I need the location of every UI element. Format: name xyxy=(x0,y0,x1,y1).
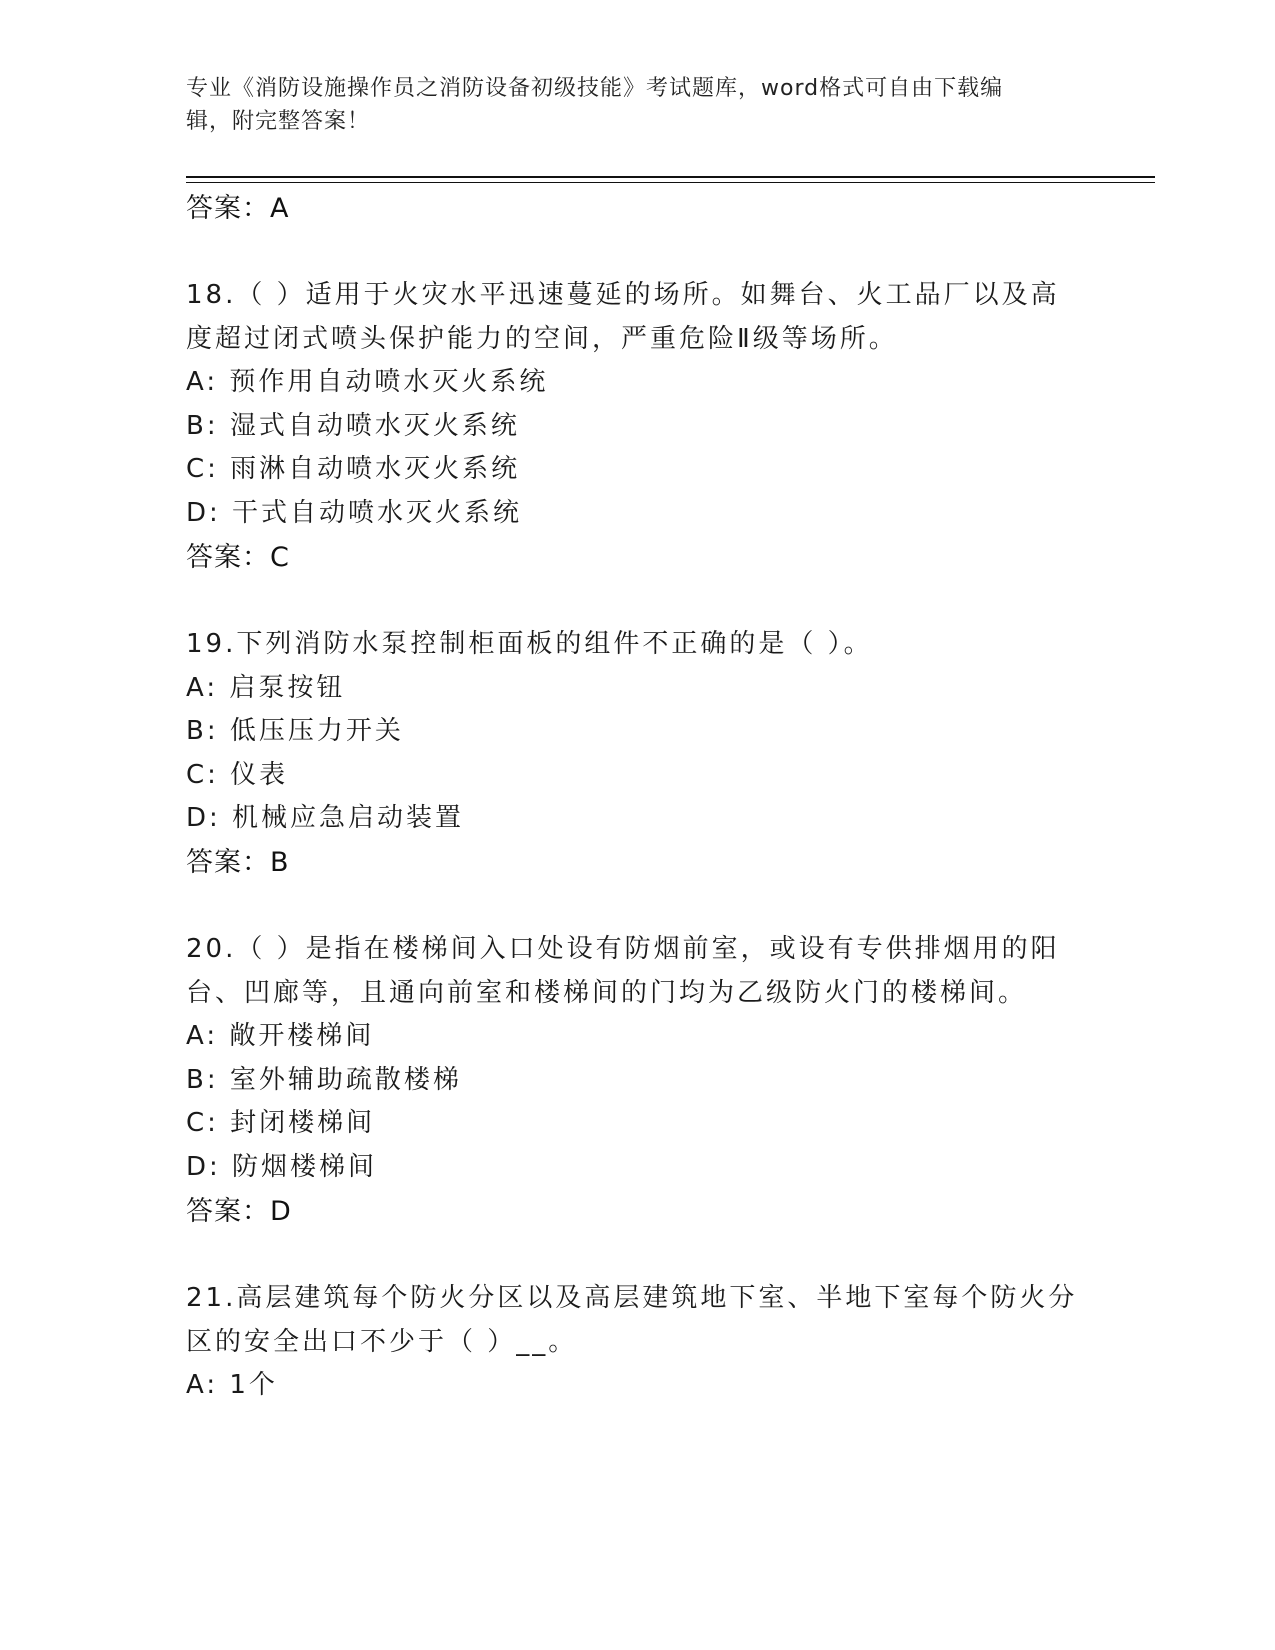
question-stem-line: 18.（ ）适用于火灾水平迅速蔓延的场所。如舞台、火工品厂以及高 xyxy=(186,280,1060,310)
question-stem-line: 台、凹廊等，且通向前室和楼梯间的门均为乙级防火门的楼梯间。 xyxy=(186,978,1028,1008)
answer-label: 答案：C xyxy=(186,542,290,573)
question-stem-line: 度超过闭式喷头保护能力的空间，严重危险Ⅱ级等场所。 xyxy=(186,324,898,354)
option-b: B: 低压压力开关 xyxy=(186,716,404,746)
option-a: A: 敞开楼梯间 xyxy=(186,1021,375,1051)
option-b: B: 室外辅助疏散楼梯 xyxy=(186,1065,462,1095)
answer-label: 答案：B xyxy=(186,847,290,878)
question-stem-line: 区的安全出口不少于（ ）__。 xyxy=(186,1327,578,1357)
option-a: A: 1个 xyxy=(186,1370,278,1400)
question-stem-line: 20.（ ）是指在楼梯间入口处设有防烟前室，或设有专供排烟用的阳 xyxy=(186,934,1060,964)
option-d: D: 防烟楼梯间 xyxy=(186,1152,378,1182)
header-line-1: 专业《消防设施操作员之消防设备初级技能》考试题库，word格式可自由下载编 xyxy=(186,76,1004,101)
option-d: D: 干式自动喷水灭火系统 xyxy=(186,498,523,528)
question-stem-line: 19.下列消防水泵控制柜面板的组件不正确的是（ ）。 xyxy=(186,629,873,659)
option-a: A: 启泵按钮 xyxy=(186,673,346,703)
answer-label: 答案：D xyxy=(186,1196,292,1227)
previous-answer: 答案：A xyxy=(186,193,290,224)
option-c: C: 封闭楼梯间 xyxy=(186,1108,376,1138)
question-stem-line: 21.高层建筑每个防火分区以及高层建筑地下室、半地下室每个防火分 xyxy=(186,1283,1078,1313)
header-line-2: 辑，附完整答案！ xyxy=(186,109,371,134)
header-divider-thick xyxy=(186,176,1155,178)
option-b: B: 湿式自动喷水灭火系统 xyxy=(186,411,520,441)
header-divider-thin xyxy=(186,182,1155,183)
option-d: D: 机械应急启动装置 xyxy=(186,803,465,833)
option-c: C: 雨淋自动喷水灭火系统 xyxy=(186,454,521,484)
option-a: A: 预作用自动喷水灭火系统 xyxy=(186,367,549,397)
page-header xyxy=(186,72,1076,138)
option-c: C: 仪表 xyxy=(186,760,289,790)
